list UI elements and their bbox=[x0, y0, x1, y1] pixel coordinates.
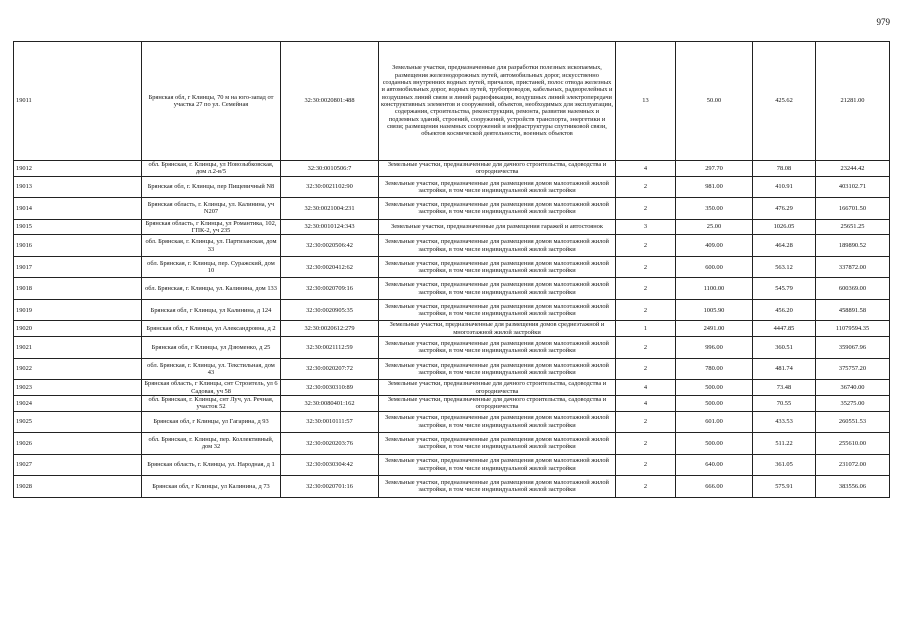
cell-cadastral-value: 21281.00 bbox=[816, 42, 890, 161]
cell-id: 19028 bbox=[14, 476, 142, 498]
cell-area: 500.00 bbox=[676, 433, 753, 455]
cell-cadastral-value: 383556.06 bbox=[816, 476, 890, 498]
cell-id: 19024 bbox=[14, 395, 142, 411]
cell-land-use: Земельные участки, предназначенные для дачного строительства, садоводства и огородничества bbox=[379, 161, 616, 177]
cell-area: 25.00 bbox=[676, 219, 753, 235]
cell-group: 2 bbox=[616, 476, 676, 498]
cell-specific-value: 360.51 bbox=[753, 337, 816, 359]
cell-specific-value: 464.28 bbox=[753, 235, 816, 257]
cell-land-use: Земельные участки, предназначенные для размещения домов малоэтажной жилой застройки, в том числе индивидуальной жилой застройки bbox=[379, 176, 616, 198]
cell-area: 981.00 bbox=[676, 176, 753, 198]
cell-address: Брянская обл, г. Клинцы, пер Пищевичный N8 bbox=[142, 176, 281, 198]
cell-cadastral-value: 337872.00 bbox=[816, 256, 890, 278]
cell-address: обл. Брянская, г. Клинцы, пер. Коллективный, дом 32 bbox=[142, 433, 281, 455]
cell-specific-value: 433.53 bbox=[753, 411, 816, 433]
cell-area: 297.70 bbox=[676, 161, 753, 177]
cell-cadastral-number: 32:30:0020612:279 bbox=[281, 321, 379, 337]
page-number: 979 bbox=[876, 17, 890, 27]
cell-specific-value: 70.55 bbox=[753, 395, 816, 411]
cell-cadastral-value: 231072.00 bbox=[816, 454, 890, 476]
table-row bbox=[14, 454, 890, 476]
cell-address: Брянская область, г Клинцы, ул Романтика, 102, ГПК-2, уч 235 bbox=[142, 219, 281, 235]
cell-group: 4 bbox=[616, 161, 676, 177]
cell-address: Брянская обл, г Клинцы, ул Гагарина, д 93 bbox=[142, 411, 281, 433]
cell-cadastral-number: 32:30:0020905:35 bbox=[281, 299, 379, 321]
table-row bbox=[14, 411, 890, 433]
cell-specific-value: 1026.05 bbox=[753, 219, 816, 235]
cell-specific-value: 481.74 bbox=[753, 358, 816, 380]
cell-land-use: Земельные участки, предназначенные для размещения гаражей и автостоянок bbox=[379, 219, 616, 235]
table-row bbox=[14, 476, 890, 498]
cell-cadastral-value: 166701.50 bbox=[816, 198, 890, 220]
cell-id: 19011 bbox=[14, 42, 142, 161]
cell-land-use: Земельные участки, предназначенные для размещения домов малоэтажной жилой застройки, в том числе индивидуальной жилой застройки bbox=[379, 256, 616, 278]
cell-address: Брянская обл, г Клинцы, ул Калинина, д 124 bbox=[142, 299, 281, 321]
cell-area: 500.00 bbox=[676, 380, 753, 396]
cell-id: 19022 bbox=[14, 358, 142, 380]
cell-cadastral-value: 23244.42 bbox=[816, 161, 890, 177]
cell-id: 19023 bbox=[14, 380, 142, 396]
cell-area: 996.00 bbox=[676, 337, 753, 359]
cell-cadastral-number: 32:30:0020412:62 bbox=[281, 256, 379, 278]
cell-cadastral-number: 32:30:0020506:42 bbox=[281, 235, 379, 257]
cell-cadastral-value: 375757.20 bbox=[816, 358, 890, 380]
cell-area: 666.00 bbox=[676, 476, 753, 498]
cell-address: обл. Брянская, г. Клинцы, снт Луч, ул. Речная, участок 52 bbox=[142, 395, 281, 411]
cell-land-use: Земельные участки, предназначенные для размещения домов малоэтажной жилой застройки, в том числе индивидуальной жилой застройки bbox=[379, 337, 616, 359]
cell-address: обл. Брянская, г. Клинцы, ул. Калинина, дом 133 bbox=[142, 278, 281, 300]
cell-specific-value: 361.05 bbox=[753, 454, 816, 476]
cell-cadastral-value: 11079594.35 bbox=[816, 321, 890, 337]
cell-specific-value: 563.12 bbox=[753, 256, 816, 278]
cell-id: 19012 bbox=[14, 161, 142, 177]
cell-id: 19020 bbox=[14, 321, 142, 337]
cell-id: 19018 bbox=[14, 278, 142, 300]
table-row bbox=[14, 358, 890, 380]
cell-area: 350.00 bbox=[676, 198, 753, 220]
cell-group: 13 bbox=[616, 42, 676, 161]
cell-id: 19014 bbox=[14, 198, 142, 220]
cell-group: 2 bbox=[616, 299, 676, 321]
cell-cadastral-number: 32:30:0020207:72 bbox=[281, 358, 379, 380]
cell-cadastral-value: 189890.52 bbox=[816, 235, 890, 257]
table-row bbox=[14, 337, 890, 359]
cell-specific-value: 476.29 bbox=[753, 198, 816, 220]
cell-id: 19017 bbox=[14, 256, 142, 278]
table-row bbox=[14, 321, 890, 337]
table-row bbox=[14, 380, 890, 396]
cell-group: 2 bbox=[616, 278, 676, 300]
table-row bbox=[14, 395, 890, 411]
cell-group: 2 bbox=[616, 433, 676, 455]
table-row bbox=[14, 299, 890, 321]
cell-group: 2 bbox=[616, 176, 676, 198]
cell-cadastral-number: 32:30:0010506:7 bbox=[281, 161, 379, 177]
cell-address: Брянская область, г. Клинцы, ул. Народная, д 1 bbox=[142, 454, 281, 476]
cell-address: Брянская обл, г Клинцы, ул Александровна, д 2 bbox=[142, 321, 281, 337]
cell-specific-value: 456.20 bbox=[753, 299, 816, 321]
cell-group: 2 bbox=[616, 411, 676, 433]
cell-id: 19016 bbox=[14, 235, 142, 257]
cell-area: 640.00 bbox=[676, 454, 753, 476]
cell-land-use: Земельные участки, предназначенные для размещения домов малоэтажной жилой застройки, в том числе индивидуальной жилой застройки bbox=[379, 411, 616, 433]
cell-area: 601.00 bbox=[676, 411, 753, 433]
cell-land-use: Земельные участки, предназначенные для размещения домов среднеэтажной и многоэтажной жилой застройки bbox=[379, 321, 616, 337]
cell-group: 4 bbox=[616, 380, 676, 396]
cell-cadastral-number: 32:30:0030304:42 bbox=[281, 454, 379, 476]
cell-group: 2 bbox=[616, 198, 676, 220]
cell-specific-value: 545.79 bbox=[753, 278, 816, 300]
cell-area: 500.00 bbox=[676, 395, 753, 411]
cell-group: 2 bbox=[616, 358, 676, 380]
cell-specific-value: 410.91 bbox=[753, 176, 816, 198]
cell-area: 1100.00 bbox=[676, 278, 753, 300]
table-row bbox=[14, 42, 890, 161]
table-row bbox=[14, 198, 890, 220]
cell-group: 2 bbox=[616, 454, 676, 476]
cell-id: 19025 bbox=[14, 411, 142, 433]
cell-id: 19027 bbox=[14, 454, 142, 476]
cell-group: 2 bbox=[616, 337, 676, 359]
cell-cadastral-number: 32:30:0020801:488 bbox=[281, 42, 379, 161]
cadastral-value-table bbox=[13, 41, 890, 498]
table-row bbox=[14, 219, 890, 235]
cell-cadastral-value: 25651.25 bbox=[816, 219, 890, 235]
cell-id: 19019 bbox=[14, 299, 142, 321]
cell-cadastral-number: 32:30:0020203:76 bbox=[281, 433, 379, 455]
cell-address: обл. Брянская, г. Клинцы, пер. Суражский, дом 10 bbox=[142, 256, 281, 278]
table-body bbox=[14, 42, 890, 498]
cell-cadastral-value: 260551.53 bbox=[816, 411, 890, 433]
table-row bbox=[14, 235, 890, 257]
cell-area: 1005.90 bbox=[676, 299, 753, 321]
cell-specific-value: 425.62 bbox=[753, 42, 816, 161]
cell-specific-value: 73.48 bbox=[753, 380, 816, 396]
cell-area: 600.00 bbox=[676, 256, 753, 278]
cell-cadastral-number: 32:30:0020701:16 bbox=[281, 476, 379, 498]
cell-land-use: Земельные участки, предназначенные для размещения домов малоэтажной жилой застройки, в том числе индивидуальной жилой застройки bbox=[379, 235, 616, 257]
table-row bbox=[14, 256, 890, 278]
cell-land-use: Земельные участки, предназначенные для размещения домов малоэтажной жилой застройки, в том числе индивидуальной жилой застройки bbox=[379, 358, 616, 380]
cell-land-use: Земельные участки, предназначенные для размещения домов малоэтажной жилой застройки, в том числе индивидуальной жилой застройки bbox=[379, 433, 616, 455]
cell-address: обл. Брянская, г. Клинцы, ул. Текстильная, дом 43 bbox=[142, 358, 281, 380]
cell-specific-value: 4447.85 bbox=[753, 321, 816, 337]
cell-cadastral-number: 32:30:0020709:16 bbox=[281, 278, 379, 300]
cell-cadastral-value: 458891.58 bbox=[816, 299, 890, 321]
cell-land-use: Земельные участки, предназначенные для размещения домов малоэтажной жилой застройки, в том числе индивидуальной жилой застройки bbox=[379, 198, 616, 220]
table-row bbox=[14, 176, 890, 198]
cell-id: 19026 bbox=[14, 433, 142, 455]
cell-cadastral-number: 32:30:0010124:343 bbox=[281, 219, 379, 235]
cell-group: 3 bbox=[616, 219, 676, 235]
cell-land-use: Земельные участки, предназначенные для размещения домов малоэтажной жилой застройки, в том числе индивидуальной жилой застройки bbox=[379, 299, 616, 321]
cell-cadastral-number: 32:30:0080401:162 bbox=[281, 395, 379, 411]
table-row bbox=[14, 278, 890, 300]
cell-area: 50.00 bbox=[676, 42, 753, 161]
cell-address: Брянская область, г Клинцы, снт Строитель, ул 6 Садовая, уч 58 bbox=[142, 380, 281, 396]
cell-cadastral-value: 600369.00 bbox=[816, 278, 890, 300]
cell-group: 2 bbox=[616, 256, 676, 278]
cell-address: обл. Брянская, г. Клинцы, ул. Партизанская, дом 33 bbox=[142, 235, 281, 257]
cell-land-use: Земельные участки, предназначенные для дачного строительства, садоводства и огородничества bbox=[379, 395, 616, 411]
cell-area: 780.00 bbox=[676, 358, 753, 380]
cell-specific-value: 575.91 bbox=[753, 476, 816, 498]
cell-id: 19013 bbox=[14, 176, 142, 198]
cell-land-use: Земельные участки, предназначенные для размещения домов малоэтажной жилой застройки, в том числе индивидуальной жилой застройки bbox=[379, 454, 616, 476]
cell-address: Брянская область, г. Клинцы, ул. Калинина, уч N207 bbox=[142, 198, 281, 220]
table-row bbox=[14, 161, 890, 177]
cell-group: 2 bbox=[616, 235, 676, 257]
cell-cadastral-number: 32:30:0030310:89 bbox=[281, 380, 379, 396]
cell-group: 1 bbox=[616, 321, 676, 337]
cell-cadastral-number: 32:30:0021102:90 bbox=[281, 176, 379, 198]
cell-address: Брянская обл, г Клинцы, ул Дзюменко, д 25 bbox=[142, 337, 281, 359]
cell-id: 19015 bbox=[14, 219, 142, 235]
cell-address: Брянская обл, г Клинцы, ул Калинина, д 73 bbox=[142, 476, 281, 498]
cell-land-use: Земельные участки, предназначенные для дачного строительства, садоводства и огородничества bbox=[379, 380, 616, 396]
cell-cadastral-value: 35275.00 bbox=[816, 395, 890, 411]
cell-cadastral-number: 32:30:0010111:57 bbox=[281, 411, 379, 433]
cell-address: обл. Брянская, г. Клинцы, ул Новозыбковская, дом л.2-в/5 bbox=[142, 161, 281, 177]
cell-cadastral-number: 32:30:0021004:231 bbox=[281, 198, 379, 220]
cell-cadastral-number: 32:30:0021112:59 bbox=[281, 337, 379, 359]
cell-id: 19021 bbox=[14, 337, 142, 359]
cell-specific-value: 78.08 bbox=[753, 161, 816, 177]
cell-group: 4 bbox=[616, 395, 676, 411]
cell-address: Брянская обл, г Клинцы, 70 м на юго-запад от участка 27 по ул. Семейная bbox=[142, 42, 281, 161]
cell-cadastral-value: 403102.71 bbox=[816, 176, 890, 198]
cell-cadastral-value: 359067.96 bbox=[816, 337, 890, 359]
cell-area: 2491.00 bbox=[676, 321, 753, 337]
cell-area: 409.00 bbox=[676, 235, 753, 257]
cell-cadastral-value: 255610.00 bbox=[816, 433, 890, 455]
cell-land-use: Земельные участки, предназначенные для размещения домов малоэтажной жилой застройки, в том числе индивидуальной жилой застройки bbox=[379, 476, 616, 498]
cell-specific-value: 511.22 bbox=[753, 433, 816, 455]
cell-cadastral-value: 36740.00 bbox=[816, 380, 890, 396]
cell-land-use: Земельные участки, предназначенные для разработки полезных ископаемых, размещения железнодорожных путей, автомобильных дорог, искусственно созданных внутренних водных путей, причалов, пристаней, полос отвода железных и автомобильных дорог, водных путей, трубопроводов, кабельных, радиорелейных и воздушных линий связи и линий радиофикации, воздушных линий электропередачи конструктивных элементов и сооружений, объектов, необходимых для эксплуатации, содержания, строительства, реконструкции, ремонта, развития наземных и подземных зданий, строений, сооружений, устройств транспорта, энергетики и связи; размещения наземных сооружений и инфраструктуры спутниковой связи, объектов космической деятельности, военных объектов bbox=[379, 42, 616, 161]
cell-land-use: Земельные участки, предназначенные для размещения домов малоэтажной жилой застройки, в том числе индивидуальной жилой застройки bbox=[379, 278, 616, 300]
table-row bbox=[14, 433, 890, 455]
